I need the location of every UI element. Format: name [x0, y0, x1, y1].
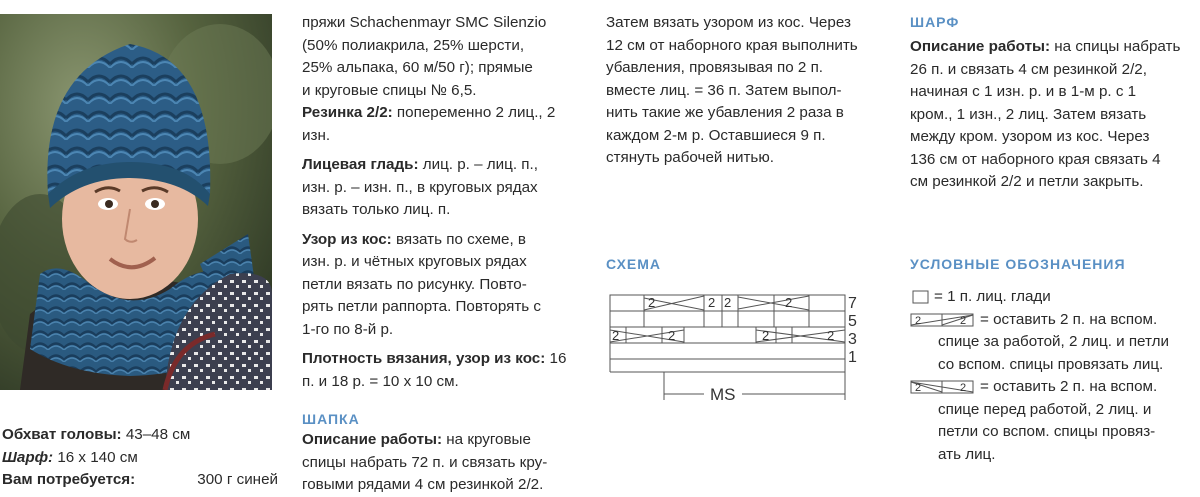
cable-line-4: рять петли раппорта. Повторять с — [302, 298, 542, 315]
rib-line-2: изн. — [302, 126, 331, 144]
schema-heading: СХЕМА — [606, 256, 662, 272]
scarf-work-label: Описание работы: — [910, 38, 1051, 55]
gauge-line-2: п. и 18 р. = 10 х 10 см. — [302, 372, 459, 390]
hat-work-label: Описание работы: — [302, 431, 443, 448]
legend-cable-front-text-2: спице перед работой, 2 лиц. и — [938, 400, 1152, 418]
boy-photo — [0, 14, 272, 390]
legend-heading: УСЛОВНЫЕ ОБОЗНАЧЕНИЯ — [910, 256, 1126, 272]
yarn-line-1: пряжи Schachenmayr SMC Silenzio — [302, 14, 547, 31]
scarf-line-3: начиная с 1 изн. р. и в 1-м р. с 1 — [910, 83, 1137, 100]
hat-cont-line-6: каждом 2-м р. Оставшиеся 9 п. — [606, 126, 826, 144]
hat-cont-line-4: вместе лиц. = 36 п. Затем выпол- — [606, 81, 842, 99]
scarf-line-4: кром., 1 изн., 2 лиц. Затем вязать — [910, 105, 1147, 123]
chart-cell-label: 2 — [668, 328, 676, 343]
scarf-text-1: на спицы набрать — [1050, 38, 1181, 55]
column-3 — [910, 12, 1194, 194]
chart-repeat-label: MS — [710, 385, 736, 404]
legend-item-cable-back — [910, 309, 1194, 332]
chart-cell-label: 2 — [827, 328, 835, 343]
hat-line-1 — [302, 429, 584, 452]
stockinette-label: Лицевая гладь: — [302, 156, 419, 173]
hat-text-1: на круговые — [442, 431, 531, 448]
hat-line-3: говыми рядами 4 см резинкой 2/2. — [302, 476, 544, 493]
legend-knit-text: = 1 п. лиц. глади — [934, 288, 1051, 305]
cable-front-icon — [910, 380, 976, 394]
legend-cable-back-text-1: = оставить 2 п. на вспом. — [980, 310, 1158, 328]
scarf-size-label: Шарф: — [2, 448, 54, 466]
stockinette-text-1: лиц. р. – лиц. п., — [418, 156, 538, 173]
legend-cable-front-text-4: ать лиц. — [938, 445, 996, 463]
rib-line-1 — [302, 102, 584, 125]
rib-label: Резинка 2/2: — [302, 104, 393, 121]
materials-value: 300 г синей — [193, 471, 278, 488]
cable-line-5: 1-го по 8-й р. — [302, 320, 394, 338]
hat-cont-line-7: стянуть рабочей нитью. — [606, 149, 774, 166]
cable-text-1: вязать по схеме, в — [391, 230, 526, 248]
legend-item-cable-front — [910, 376, 1194, 399]
knit-stitch-icon — [912, 290, 930, 304]
head-size-label: Обхват головы: — [2, 426, 122, 443]
cable-back-number: 2 — [960, 314, 967, 327]
hat-line-2: спицы набрать 72 п. и связать кру- — [302, 453, 548, 471]
spacer — [302, 393, 584, 409]
hat-cont-line-1: Затем вязать узором из кос. Через — [606, 14, 851, 31]
cable-label: Узор из кос: — [302, 230, 392, 248]
yarn-line-3: 25% альпака, 60 м/50 г); прямые — [302, 59, 533, 76]
chart-cell-label: 2 — [648, 295, 656, 310]
spacer — [302, 147, 584, 154]
scarf-heading: ШАРФ — [910, 14, 960, 30]
spacer — [302, 222, 584, 229]
chart-row-number: 5 — [848, 313, 857, 330]
scarf-line-1 — [910, 36, 1194, 59]
cable-back-number: 2 — [915, 314, 922, 327]
materials-label: Вам потребуется: — [2, 471, 136, 488]
rib-text-1: попеременно 2 лиц., 2 — [392, 104, 556, 121]
chart-row-number: 7 — [848, 295, 857, 312]
cable-line-3: петли вязать по рисунку. Повто- — [302, 275, 527, 293]
photo-illustration — [0, 14, 272, 390]
yarn-line-4: и круговые спицы № 6,5. — [302, 81, 477, 99]
stockinette-line-3: вязать только лиц. п. — [302, 201, 451, 218]
hat-cont-line-2: 12 см от наборного края выполнить — [606, 36, 858, 54]
cable-line-1 — [302, 229, 584, 252]
scarf-line-5: между кром. узором из кос. Через — [910, 128, 1150, 145]
chart-cell-label: 2 — [708, 295, 716, 310]
scarf-line-6: 136 см от наборного края связать 4 — [910, 150, 1161, 168]
yarn-line-2: (50% полиакрила, 25% шерсти, — [302, 36, 525, 54]
cable-front-number: 2 — [960, 382, 967, 394]
hat-cont-line-5: нить такие же убавления 2 раза в — [606, 104, 844, 121]
chart-cell-label: 2 — [785, 295, 793, 310]
legend — [910, 286, 1194, 466]
stockinette-line-1 — [302, 154, 584, 177]
gauge-line-1 — [302, 348, 584, 371]
materials-line — [2, 469, 278, 492]
head-size-value: 43–48 см — [121, 426, 191, 443]
cable-front-number: 2 — [915, 382, 922, 394]
chart-row-number: 3 — [848, 331, 857, 348]
head-size-line — [2, 424, 278, 447]
stockinette-line-2: изн. р. – изн. п., в круговых рядах — [302, 178, 538, 196]
cable-back-icon — [910, 313, 976, 327]
scarf-line-2: 26 п. и связать 4 см резинкой 2/2, — [910, 60, 1147, 78]
chart-cell-label: 2 — [762, 328, 770, 343]
spacer — [302, 341, 584, 348]
scarf-size-line — [2, 447, 278, 470]
sizes-block — [2, 424, 278, 492]
legend-cable-back-text-3: со вспом. спицы провязать лиц. — [938, 355, 1164, 373]
knitting-chart — [604, 290, 874, 405]
legend-cable-back-text-2: спице за работой, 2 лиц. и петли — [938, 333, 1169, 350]
legend-cable-front-text-3: петли со вспом. спицы провяз- — [938, 423, 1156, 440]
chart-cell-label: 2 — [612, 328, 620, 343]
hat-cont-line-3: убавления, провязывая по 2 п. — [606, 59, 824, 76]
scarf-size-value: 16 х 140 см — [53, 448, 138, 466]
column-1 — [302, 12, 584, 497]
cable-line-2: изн. р. и чётных круговых рядах — [302, 253, 527, 270]
hat-heading: ШАПКА — [302, 411, 360, 427]
gauge-label: Плотность вязания, узор из кос: — [302, 350, 546, 367]
chart-cell-label: 2 — [724, 295, 732, 310]
legend-item-knit — [910, 286, 1194, 309]
column-2 — [606, 12, 890, 170]
chart-row-number: 1 — [848, 349, 857, 366]
legend-cable-front-text-1: = оставить 2 п. на вспом. — [980, 378, 1158, 395]
gauge-text-1: 16 — [545, 350, 567, 367]
scarf-line-7: см резинкой 2/2 и петли закрыть. — [910, 173, 1144, 190]
